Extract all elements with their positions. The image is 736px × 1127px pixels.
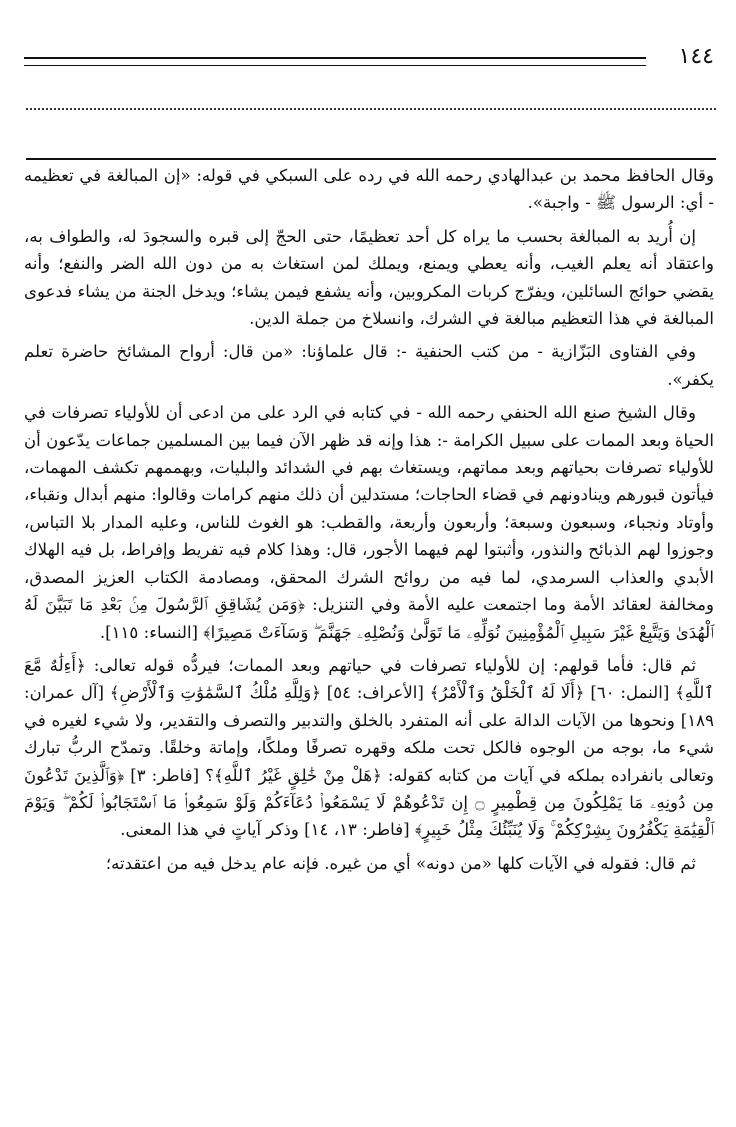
header-rule bbox=[24, 57, 646, 66]
paragraph-bazzaziya: وفي الفتاوى البَزّازية - من كتب الحنفية -: قال علماؤنا: «من قال: أرواح المشائخ حاضرة تعلم يكفر». bbox=[24, 342, 714, 389]
dotted-separator bbox=[26, 108, 716, 122]
page-header bbox=[24, 44, 714, 74]
paragraph-ibn-abdulhadi: وقال الحافظ محمد بن عبدالهادي رحمه الله في رده على السبكي في قوله: «إن المبالغة في تعظيمه - أي: الرسول ﷺ - واجبة». bbox=[24, 166, 714, 213]
paragraph-exaggeration: إن أُريد به المبالغة بحسب ما يراه كل أحد تعظيمًا، حتى الحجّ إلى قبره والسجودَ له، والطواف به، واعتقاد أنه يعلم الغيب، وأنه يعطي ويمنع، ويملك لمن استغاث به من دون الله الضر والنفع؛ وأنه يقضي حوائج السائلين، ويفرّج كربات المكروبين، وأنه يشفع فيمن يشاء؛ ويدخل الجنة من يشاء فدعوى المبالغة في هذا التعظيم مبالغة في الشرك، وانسلاخ من جملة الدين. bbox=[24, 226, 714, 329]
paragraph-min-dunihi: ثم قال: فقوله في الآيات كلها «من دونه» أي من غيره. فإنه عام يدخل فيه من اعتقدته؛ bbox=[105, 853, 696, 873]
paragraph-sunullah: وقال الشيخ صنع الله الحنفي رحمه الله - في كتابه في الرد على من ادعى أن للأولياء تصرفات في الحياة وبعد الممات على سبيل الكرامة -: هذا وإنه قد ظهر الآن فيما بين المسلمين جماعات يدّعون أن للأولياء تصرفات بحياتهم وبعد مماتهم، ويستغاث بهم في الشدائد والبليات، وبهممهم تكشف المهمات، فيأتون قبورهم وينادونهم في قضاء الحاجات؛ مستدلين أن ذلك منهم كرامات وقالوا: منهم أبدال ونقباء، وأوتاد ونجباء، وسبعون وسبعة؛ وأربعون وأربعة، والقطب: هو الغوث للناس، وعليه المدار بلا التباس، وجوزوا لهم الذبائح والنذور، وأثبتوا لهم فيهما الأجور، قال: وهذا كلام فيه تفريط وإفراط، بل فيه الهلاك الأبدي والعذاب السرمدي، لما فيه من روائح الشرك المحقق، ومصادمة الكتاب العزيز المصدق، ومخالفة لعقائد الأمة وما اجتمعت عليه الأمة وفي التنزيل: ﴿وَمَن يُشَاقِقِ ٱلرَّسُولَ مِنۢ بَعْدِ مَا تَبَيَّنَ لَهُ ٱلْهُدَىٰ وَيَتَّبِعْ غَيْرَ سَبِيلِ ٱلْمُؤْمِنِينَ نُوَلِّهِۦ مَا تَوَلَّىٰ وَنُصْلِهِۦ جَهَنَّمَ ۖ وَسَآءَتْ مَصِيرًا﴾ [النساء: ١١٥]. bbox=[24, 403, 715, 642]
paragraph-refutation: ثم قال: فأما قولهم: إن للأولياء تصرفات في حياتهم وبعد الممات؛ فيردُّه قوله تعالى: ﴿أَءِلَٰهٌ مَّعَ ٱللَّهِ﴾ [النمل: ٦٠] ﴿أَلَا لَهُ ٱلْخَلْقُ وَٱلْأَمْرُ﴾ [الأعراف: ٥٤] ﴿وَلِلَّهِ مُلْكُ ٱلسَّمَٰوَٰتِ وَٱلْأَرْضِ﴾ [آل عمران: ١٨٩] ونحوها من الآيات الدالة على أنه المتفرد بالخلق والتدبير والتصرف والتقدير، ولا شيء لغيره في شيء ما، بوجه من الوجوه فالكل تحت ملكه وقهره تصرفًا وملكًا، وإماتة وخلقًا. وتمدّح الربُّ تبارك وتعالى بانفراده بملكه في آيات من كتابه كقوله: ﴿هَلْ مِنْ خَٰلِقٍ غَيْرُ ٱللَّهِ﴾؟ [فاطر: ٣] ﴿وَٱلَّذِينَ تَدْعُونَ مِن دُونِهِۦ مَا يَمْلِكُونَ مِن قِطْمِيرٍ ۝ إِن تَدْعُوهُمْ لَا يَسْمَعُوا۟ دُعَآءَكُمْ وَلَوْ سَمِعُوا۟ مَا ٱسْتَجَابُوا۟ لَكُمْ ۖ وَيَوْمَ ٱلْقِيَٰمَةِ يَكْفُرُونَ بِشِرْكِكُمْ ۚ وَلَا يُنَبِّئُكَ مِثْلُ خَبِيرٍ﴾ [فاطر: ١٣، ١٤] وذكر آياتٍ في هذا المعنى. bbox=[24, 655, 714, 840]
body-text bbox=[24, 162, 714, 883]
section-divider bbox=[26, 158, 716, 160]
page-number: ١٤٤ bbox=[678, 44, 714, 69]
